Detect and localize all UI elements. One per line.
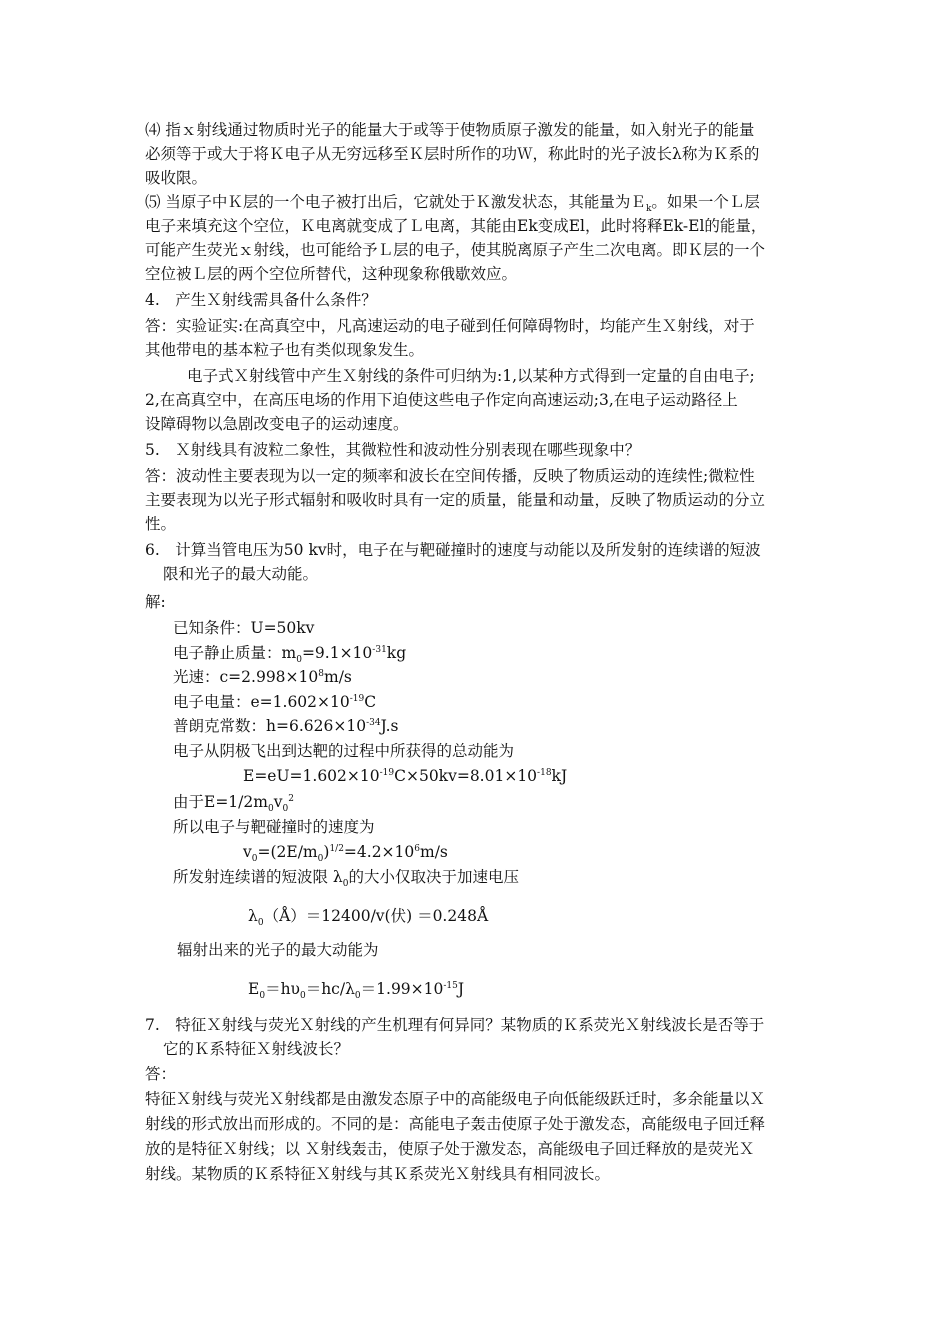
planck-exponent: -34 [366, 717, 381, 728]
charge-label: 电子电量：e=1.602×10 [173, 693, 350, 711]
energy-eq-part-c: kJ [551, 767, 568, 785]
q6-max-energy-text: 辐射出来的光子的最大动能为 [177, 941, 379, 959]
e0-part-e: J [457, 980, 465, 998]
short-wave-part-b: 的大小仅取决于加速电压 [348, 868, 520, 886]
sub-zero: 0 [354, 991, 361, 1002]
lambda-part-a: λ [248, 907, 258, 925]
q4-answer-line2: 其他带电的基本粒子也有类似现象发生。 [145, 341, 425, 359]
light-label: 光速：c=2.998×10 [173, 668, 319, 686]
para4-line1: ⑷ 指ｘ射线通过物质时光子的能量大于或等于使物质原子激发的能量，如入射光子的能量 [145, 121, 755, 139]
energy-eq-part-b: C×50kv=8.01×10 [394, 767, 538, 785]
q4-answer-line1: 答：实验证实:在高真空中，凡高速运动的电子碰到任何障碍物时，均能产生Ｘ射线，对于 [145, 317, 755, 335]
q4-answer-line5: 设障碍物以急剧改变电子的运动速度。 [145, 415, 409, 433]
sub-zero: 0 [259, 991, 266, 1002]
para4-line2: 必须等于或大于将Ｋ电子从无穷远移至Ｋ层时所作的功Ｗ，称此时的光子波长λ称为Ｋ系的 [145, 145, 760, 163]
since-part-a: 由于E=1/2m [173, 793, 268, 811]
q4-answer-line3: 电子式Ｘ射线管中产生Ｘ射线的条件可归纳为:1,以某种方式得到一定量的自由电子; [187, 367, 755, 385]
e0-part-a: E [248, 980, 260, 998]
q7-answer-line2: 射线的形式放出而形成的。不同的是：高能电子轰击使原子处于激发态，高能级电子回迁释 [145, 1115, 766, 1133]
q6-energy-equation [243, 764, 915, 788]
speed-part-e: m/s [420, 843, 448, 861]
rest-mass-unit: kg [386, 644, 407, 662]
q6-lambda-equation [248, 904, 920, 928]
since-part-b: v [273, 793, 283, 811]
sub-zero: 0 [299, 991, 306, 1002]
q5-question: 5. Ｘ射线具有波粒二象性，其微粒性和波动性分别表现在哪些现象中？ [145, 441, 641, 459]
q5-answer-line2: 主要表现为以光子形式辐射和吸收时具有一定的质量，能量和动量，反映了物质运动的分立 [145, 491, 766, 509]
q7-answer-label: 答： [145, 1065, 177, 1083]
q6-since [173, 790, 845, 814]
charge-exponent: -19 [349, 693, 365, 704]
q6-planck [173, 714, 845, 738]
planck-label: 普朗克常数：h=6.626×10 [173, 717, 367, 735]
q7-answer-line1: 特征Ｘ射线与荧光Ｘ射线都是由激发态原子中的高能级电子向低能级跃迁时，多余能量以Ｘ [145, 1090, 766, 1108]
speed-part-c: ) [323, 843, 330, 861]
q6-charge [173, 690, 845, 714]
sub-zero: 0 [342, 879, 349, 890]
planck-unit: J.s [380, 717, 399, 735]
q6-question-line1: 6. 计算当管电压为50 kv时，电子在与靶碰撞时的速度与动能以及所发射的连续谱的短波 [145, 541, 761, 559]
q6-short-wave [173, 865, 845, 889]
q4-answer-line4: 2,在高真空中，在高压电场的作用下迫使这些电子作定向高速运动;3,在电子运动路径上 [145, 391, 738, 409]
q7-question-line2: 它的Ｋ系特征Ｘ射线波长？ [163, 1040, 350, 1058]
para5-line4: 空位被Ｌ层的两个空位所替代，这种现象称俄歇效应。 [145, 265, 518, 283]
energy-eq-exp2: -18 [537, 767, 552, 778]
para5-line2: 电子来填充这个空位，Ｋ电离就变成了Ｌ电离，其能由Ek变成El，此时将释Ek-El的能量， [145, 217, 767, 235]
rest-mass-exponent: -31 [372, 644, 387, 655]
q6-energy-text: 电子从阴极飞出到达靶的过程中所获得的总动能为 [173, 742, 515, 760]
energy-eq-part-a: E=eU=1.602×10 [243, 767, 380, 785]
ek-subscript: k [645, 204, 652, 215]
rest-mass-value: =9.1×10 [301, 644, 373, 662]
sub-zero: 0 [296, 655, 302, 666]
rest-mass-label: 电子静止质量：m [173, 644, 297, 662]
sub-zero: 0 [251, 854, 258, 865]
speed-part-d: =4.2×10 [343, 843, 415, 861]
e0-part-b: ＝hυ [265, 980, 300, 998]
q6-question-line2: 限和光子的最大动能。 [163, 565, 319, 583]
light-unit: m/s [324, 668, 352, 686]
speed-exp2: 6 [414, 843, 421, 854]
lambda-part-b: （Å）＝12400/v(伏) ＝0.248Å [263, 907, 489, 925]
speed-part-b: =(2E/m [257, 843, 318, 861]
q6-speed-text: 所以电子与靶碰撞时的速度为 [173, 818, 375, 836]
q6-light-speed [173, 665, 845, 689]
sub-zero: 0 [257, 918, 264, 929]
q6-speed-equation [243, 840, 915, 864]
para5-text-b: 。如果一个Ｌ层 [651, 193, 760, 211]
light-exponent: 8 [318, 668, 324, 679]
para5-line1 [145, 190, 817, 214]
para5-text-a: ⑸ 当原子中Ｋ层的一个电子被打出后，它就处于Ｋ激发状态，其能量为Ｅ [145, 193, 646, 211]
e0-part-c: ＝hc/λ [305, 980, 355, 998]
para5-line3: 可能产生荧光ｘ射线，也可能给予Ｌ层的电子，使其脱离原子产生二次电离。即Ｋ层的一个 [145, 241, 766, 259]
q7-answer-line4: 射线。某物质的Ｋ系特征Ｘ射线与其Ｋ系荧光Ｘ射线具有相同波长。 [145, 1165, 611, 1183]
q4-question: 4. 产生Ｘ射线需具备什么条件？ [145, 291, 377, 309]
q7-answer-line3: 放的是特征Ｘ射线；以 Ｘ射线轰击，使原子处于激发态，高能级电子回迁释放的是荧光Ｘ [145, 1140, 755, 1158]
q6-rest-mass [173, 641, 845, 665]
since-exponent: 2 [288, 793, 294, 804]
q6-known: 已知条件：U=50kv [173, 619, 315, 637]
sub-zero: 0 [282, 804, 289, 815]
speed-exp1: 1/2 [329, 843, 344, 854]
e0-part-d: ＝1.99×10 [360, 980, 444, 998]
q6-e0-equation [248, 977, 920, 1001]
q5-answer-line1: 答：波动性主要表现为以一定的频率和波长在空间传播，反映了物质运动的连续性;微粒性 [145, 467, 755, 485]
energy-eq-exp1: -19 [379, 767, 395, 778]
e0-exponent: -15 [443, 980, 458, 991]
sub-zero: 0 [317, 854, 324, 865]
speed-part-a: v [243, 843, 252, 861]
q7-question-line1: 7. 特征Ｘ射线与荧光Ｘ射线的产生机理有何异同？某物质的Ｋ系荧光Ｘ射线波长是否等于 [145, 1016, 765, 1034]
sub-zero: 0 [267, 804, 274, 815]
q6-solution-label: 解: [145, 593, 166, 611]
para4-line3: 吸收限。 [145, 169, 208, 187]
short-wave-part-a: 所发射连续谱的短波限 λ [173, 868, 343, 886]
q5-answer-line3: 性。 [145, 515, 177, 533]
charge-unit: C [364, 693, 377, 711]
